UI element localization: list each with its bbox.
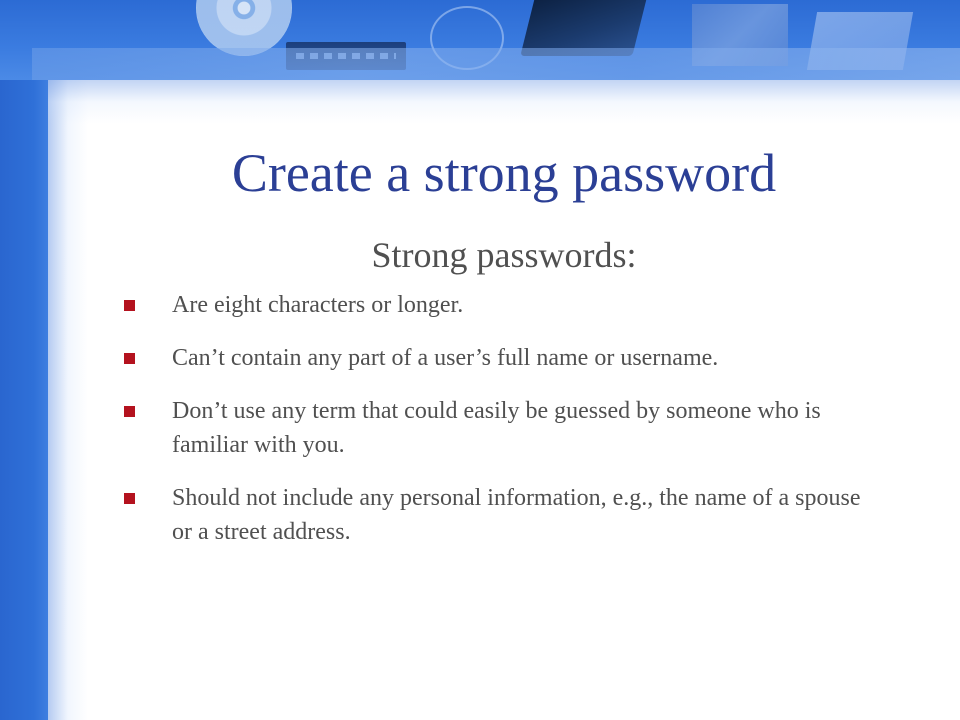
square-bullet-icon	[124, 406, 135, 417]
bullet-item	[122, 341, 882, 375]
square-bullet-icon	[124, 493, 135, 504]
bullet-text: Can’t contain any part of a user’s full name or username.	[172, 345, 719, 371]
square-bullet-icon	[124, 353, 135, 364]
bullet-text: Are eight characters or longer.	[172, 292, 464, 318]
slide-subtitle: Strong passwords:	[371, 235, 637, 275]
slide-title: Create a strong password	[231, 143, 777, 203]
panel-shadow-top	[48, 80, 960, 124]
top-banner-image	[0, 0, 960, 80]
bullet-text: Should not include any personal information, e.g., the name of a spouse or a street address.	[172, 485, 861, 545]
bullet-list	[122, 288, 882, 568]
bullet-text: Don’t use any term that could easily be guessed by someone who is familiar with you.	[172, 398, 821, 458]
bullet-item	[122, 288, 882, 322]
bullet-item	[122, 481, 882, 549]
banner-strip	[32, 48, 960, 80]
left-blue-band	[0, 0, 48, 720]
bullet-item	[122, 394, 882, 462]
square-bullet-icon	[124, 300, 135, 311]
